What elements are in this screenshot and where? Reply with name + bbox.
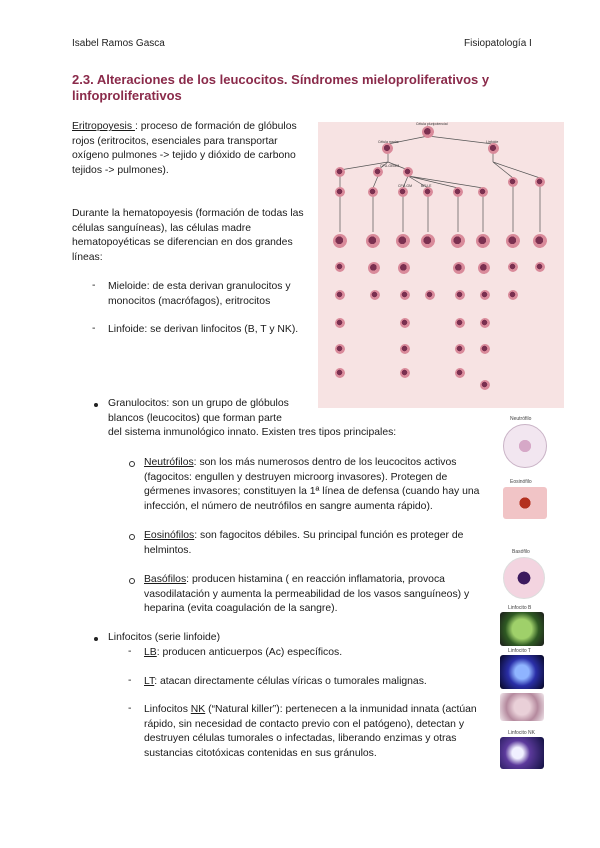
diagram-cell — [400, 368, 410, 378]
linfocitos-intro: Linfocitos (serie linfoide) — [108, 632, 221, 643]
diagram-cell — [508, 290, 518, 300]
diagram-cell — [453, 262, 465, 274]
diagram-cell — [423, 187, 433, 197]
dash-marker: - — [92, 280, 96, 291]
diagram-cell — [396, 234, 410, 248]
diagram-cell — [453, 187, 463, 197]
linfocito-nk-image — [500, 737, 544, 769]
nk-term: NK — [190, 704, 206, 715]
eritropoyesis-term: Eritropoyesis — [72, 121, 135, 132]
lt-item — [144, 675, 489, 690]
lt-term: LT — [144, 676, 155, 687]
diagram-cell — [476, 234, 490, 248]
circle-bullet — [129, 534, 135, 540]
lb-item — [144, 646, 489, 661]
dash-marker: - — [128, 646, 132, 657]
diagram-label: CFU-GEMM — [380, 164, 400, 168]
bullet — [94, 403, 98, 407]
diagram-cell — [480, 318, 490, 328]
granulocitos-intro-cont: del sistema inmunológico innato. Existen tres tipos principales: — [108, 427, 397, 438]
diagram-cell — [480, 290, 490, 300]
diagram-cell — [508, 177, 518, 187]
neutrofilos-text: : son los más numerosos dentro de los leucocitos activos (fagocitos: engullen y destruyen microorg invasores). Protegen de gérmenes invasores; constituyen la 1ª línea de defensa (cuando hay una infección, el número de neutrófilos en sangre aumenta rápido). — [144, 457, 480, 512]
diagram-cell — [335, 262, 345, 272]
lb-text: : producen anticuerpos (Ac) específicos. — [156, 647, 343, 658]
diagram-cell — [333, 234, 347, 248]
diagram-cell — [451, 234, 465, 248]
diagram-cell — [368, 262, 380, 274]
diagram-cell — [335, 167, 345, 177]
eosinofilos-text: : son fagocitos débiles. Su principal función es proteger de helmintos. — [144, 530, 464, 556]
thumb-label: Neutrófilo — [510, 416, 532, 422]
thumb-label: Eosinófilo — [510, 479, 532, 485]
eritropoyesis-paragraph — [72, 120, 312, 178]
eosinofilos-item — [144, 529, 489, 558]
nk-item — [144, 703, 489, 761]
lb-term: LB — [144, 647, 157, 658]
diagram-cell — [421, 234, 435, 248]
diagram-cell — [533, 234, 547, 248]
linfocito-b-image — [500, 612, 544, 646]
diagram-cell — [480, 380, 490, 390]
basofilos-item — [144, 573, 489, 617]
diagram-cell — [478, 187, 488, 197]
line-linfoide: Linfoide: se derivan linfocitos (B, T y NK). — [108, 324, 299, 335]
diagram-cell — [370, 290, 380, 300]
granulocitos-intro: Granulocitos: son un grupo de glóbulos blancos (leucocitos) que forman parte — [108, 398, 289, 424]
diagram-label: Célula madre — [378, 140, 399, 144]
diagram-cell — [535, 262, 545, 272]
diagram-cell — [455, 290, 465, 300]
diagram-cell — [478, 262, 490, 274]
neutrofilos-item — [144, 456, 489, 514]
section-title: 2.3. Alteraciones de los leucocitos. Síndromes mieloproliferativos y linfoproliferativos — [72, 72, 490, 103]
diagram-connectors — [318, 122, 564, 408]
linfocito-t-image — [500, 655, 544, 689]
diagram-cell — [488, 143, 499, 154]
diagram-cell — [398, 187, 408, 197]
hematopoiesis-diagram — [318, 122, 564, 408]
thumb-label: Linfocito T — [508, 648, 531, 654]
diagram-cell — [382, 143, 393, 154]
diagram-cell — [400, 290, 410, 300]
eosinofilo-image — [503, 487, 547, 519]
diagram-cell — [398, 262, 410, 274]
diagram-cell — [455, 368, 465, 378]
diagram-cell — [508, 262, 518, 272]
diagram-label: BFU-E — [421, 184, 432, 188]
basofilos-text: : producen histamina ( en reacción inflamatoria, provoca vasodilatación y aumenta la permeabilidad de los vasos sanguíneos) y heparina (evita coagulación de la sangre). — [144, 574, 470, 614]
diagram-cell — [480, 344, 490, 354]
neutrofilo-image — [503, 424, 547, 468]
stem-cell — [422, 126, 434, 138]
bullet — [94, 637, 98, 641]
nk-prefix: Linfocitos — [144, 704, 191, 715]
thumb-label: Linfocito B — [508, 605, 532, 611]
diagram-cell — [403, 167, 413, 177]
neutrofilos-term: Neutrófilos — [144, 457, 194, 468]
diagram-cell — [425, 290, 435, 300]
diagram-cell — [335, 290, 345, 300]
diagram-cell — [368, 187, 378, 197]
thumb-label: Basófilo — [512, 549, 530, 555]
diagram-cell — [335, 368, 345, 378]
diagram-cell — [506, 234, 520, 248]
header-author: Isabel Ramos Gasca — [72, 38, 165, 49]
dash-marker: - — [128, 703, 132, 714]
nk-text: (“Natural killer”): pertenecen a la inmunidad innata (actúan rápido, sin necesidad de contacto previo con el patógeno), detectan y destruyen células tumorales o infectadas, liberando enzimas y otras sustancias citotóxicas contenidas en sus gránulos. — [144, 704, 477, 759]
diagram-top-label: Célula pluripotencial — [416, 122, 448, 126]
circle-bullet — [129, 578, 135, 584]
dash-marker: - — [92, 323, 96, 334]
diagram-cell — [335, 344, 345, 354]
lt-text: : atacan directamente células víricas o tumorales malignas. — [154, 676, 427, 687]
thumb-label: Linfocito NK — [508, 730, 535, 736]
diagram-cell — [335, 187, 345, 197]
diagram-cell — [455, 318, 465, 328]
diagram-label: Linfoide — [486, 140, 499, 144]
diagram-cell — [535, 177, 545, 187]
diagram-cell — [373, 167, 383, 177]
basofilo-image — [503, 557, 545, 599]
eritropoyesis-text: : proceso de formación de glóbulos rojos (eritrocitos, esenciales para transportar oxígeno pulmones -> tejido y dióxido de carbono tejidos -> pulmones). — [72, 121, 297, 176]
diagram-cell — [335, 318, 345, 328]
diagram-label: CFU-GM — [398, 184, 412, 188]
diagram-cell — [400, 318, 410, 328]
diagram-cell — [366, 234, 380, 248]
header-subject: Fisiopatología I — [464, 38, 532, 49]
diagram-cell — [455, 344, 465, 354]
circle-bullet — [129, 461, 135, 467]
diagram-cell — [400, 344, 410, 354]
dash-marker: - — [128, 675, 132, 686]
eosinofilos-term: Eosinófilos — [144, 530, 195, 541]
hematopoyesis-paragraph: Durante la hematopoyesis (formación de todas las células sanguíneas), las células madre hematopoyéticas se diferencian en dos grandes líneas: — [72, 208, 304, 263]
basofilos-term: Basófilos — [144, 574, 187, 585]
line-mieloide: Mieloide: de esta derivan granulocitos y monocitos (macrófagos), eritrocitos — [108, 281, 291, 307]
linfocito-image — [500, 693, 544, 721]
